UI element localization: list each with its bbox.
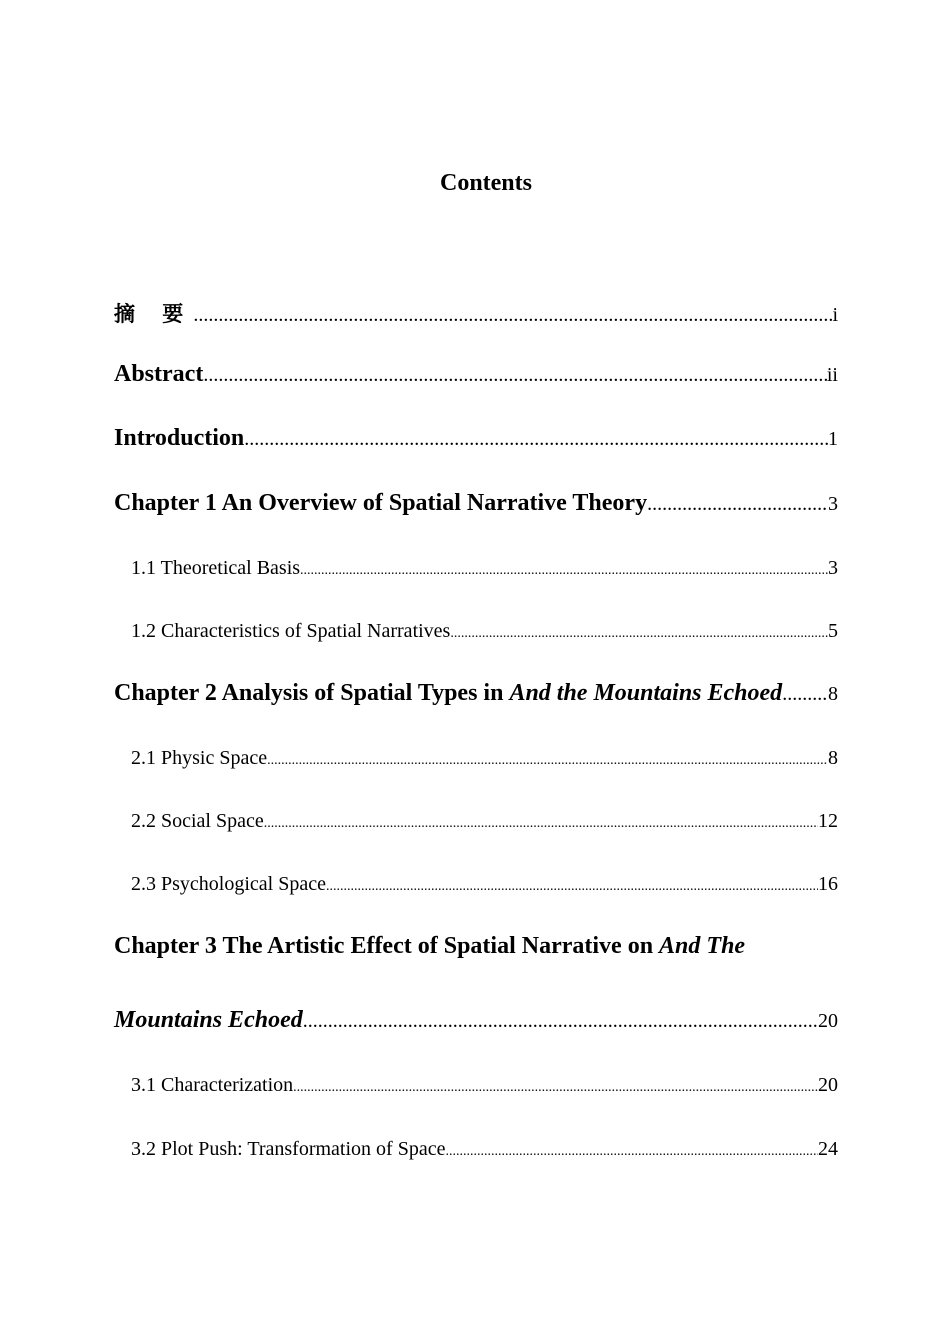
toc-entry-chapter-3-line-1[interactable]: [114, 933, 745, 960]
toc-entry-section-3-2[interactable]: [114, 1138, 838, 1161]
toc-entry-section-1-1[interactable]: [114, 557, 838, 580]
toc-entry-label: 1.1 Theoretical Basis: [131, 557, 301, 579]
book-title: And The: [659, 933, 746, 959]
dot-leader: [445, 1144, 818, 1160]
toc-entry-label: 2.1 Physic Space: [131, 747, 268, 769]
toc-page-number: 20: [818, 1074, 838, 1096]
toc-page-number: 8: [828, 747, 838, 769]
toc-entry-section-2-2[interactable]: [114, 810, 838, 833]
dot-leader: [193, 304, 832, 327]
toc-page-number: 16: [818, 873, 838, 895]
toc-entry-introduction[interactable]: [114, 425, 838, 452]
toc-page-number: ii: [826, 364, 838, 386]
toc-entry-label: Introduction: [114, 425, 245, 451]
toc-page-number: 1: [828, 428, 838, 450]
dot-leader: [267, 753, 828, 769]
dot-leader: [303, 1010, 818, 1033]
dot-leader: [450, 626, 828, 642]
toc-page-number: 5: [828, 620, 838, 642]
dot-leader: [326, 879, 818, 895]
dot-leader: [203, 364, 827, 387]
toc-entry-label-roman: Chapter 3 The Artistic Effect of Spatial Narrative on: [114, 933, 660, 959]
book-title: And the Mountains Echoed: [509, 680, 783, 706]
toc-entry-chapter-1[interactable]: [114, 490, 838, 517]
toc-entry-label: Abstract: [114, 361, 204, 387]
toc-entry-chapter-3-line-2[interactable]: [114, 1007, 838, 1034]
toc-entry-abstract[interactable]: [114, 361, 838, 388]
toc-entry-label: [114, 680, 782, 707]
dot-leader: [782, 683, 828, 706]
toc-entry-label-roman: Chapter 2 Analysis of Spatial Types in: [114, 680, 510, 706]
toc-entry-label: [114, 1007, 303, 1034]
book-title: Mountains Echoed: [114, 1007, 303, 1033]
toc-page-number: i: [832, 304, 838, 326]
toc-page-number: 3: [828, 493, 838, 515]
dot-leader: [647, 493, 828, 516]
toc-entry-chapter-2[interactable]: [114, 680, 838, 707]
toc-entry-chinese-abstract[interactable]: [114, 298, 838, 328]
toc-entry-label: 2.3 Psychological Space: [131, 873, 326, 895]
dot-leader: [244, 428, 828, 451]
toc-entry-label: 1.2 Characteristics of Spatial Narratives: [131, 620, 451, 642]
page-title: Contents: [439, 170, 532, 196]
toc-entry-label: 摘 要: [114, 302, 194, 326]
toc-entry-section-1-2[interactable]: [114, 620, 838, 643]
toc-page-number: 24: [818, 1138, 838, 1160]
toc-page-number: 3: [828, 557, 838, 579]
toc-entry-label: 3.2 Plot Push: Transformation of Space: [131, 1138, 446, 1160]
dot-leader: [300, 563, 828, 579]
toc-entry-section-2-1[interactable]: [114, 747, 838, 770]
toc-entry-label: 2.2 Social Space: [131, 810, 264, 832]
toc-entry-section-2-3[interactable]: [114, 873, 838, 896]
toc-entry-label: Chapter 1 An Overview of Spatial Narrative Theory: [114, 490, 648, 516]
toc-entry-section-3-1[interactable]: [114, 1074, 838, 1097]
dot-leader: [293, 1080, 818, 1096]
toc-entry-label: 3.1 Characterization: [131, 1074, 294, 1096]
toc-page-number: 20: [818, 1010, 838, 1032]
toc-page-number: 8: [828, 683, 838, 705]
dot-leader: [264, 816, 818, 832]
toc-page-number: 12: [818, 810, 838, 832]
